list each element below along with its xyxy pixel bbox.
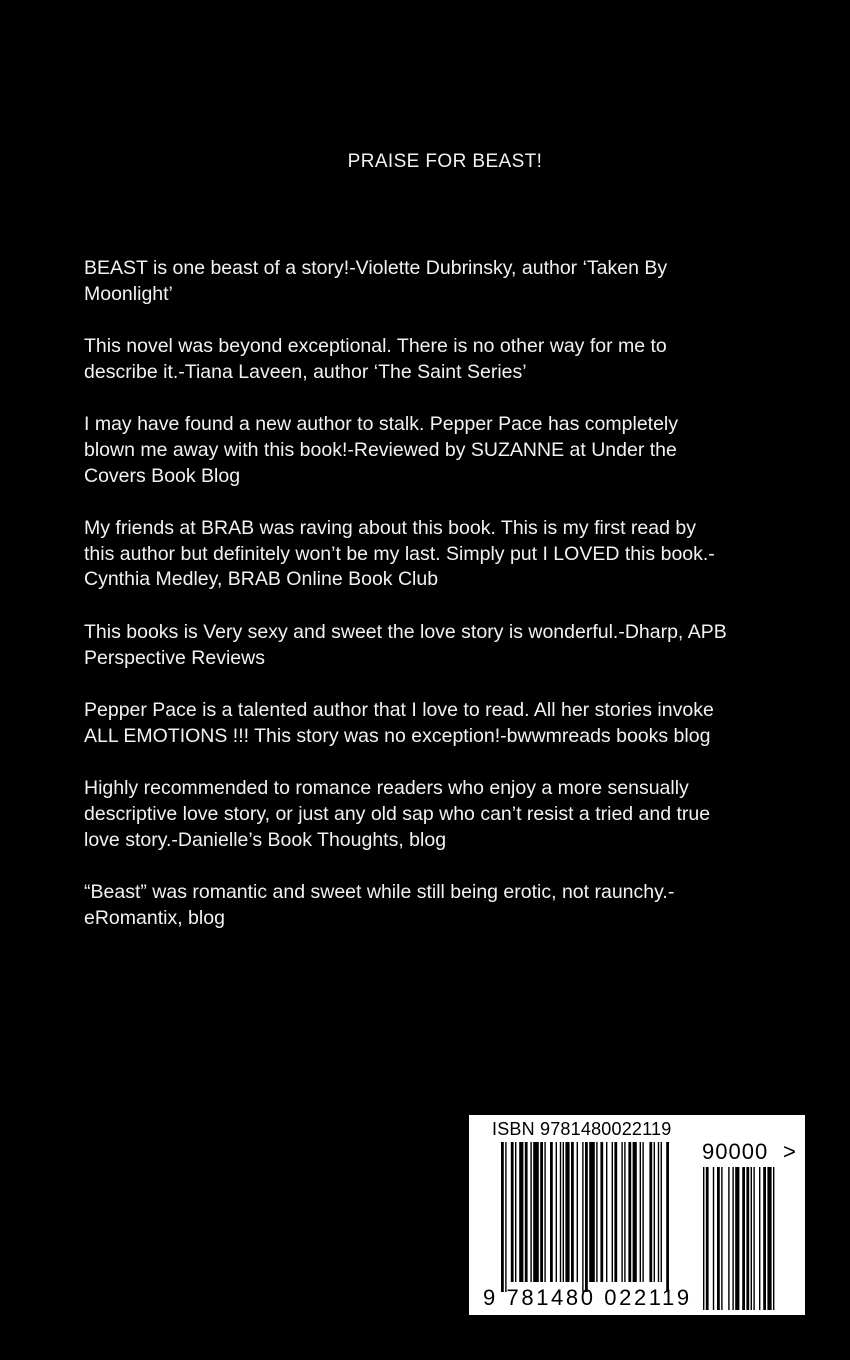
quote-3: I may have found a new author to stalk. Pepper Pace has completely blown me away with this book!-Reviewed by SUZANNE at Under the Covers Book Blog (84, 413, 679, 487)
isbn-label: ISBN 9781480022119 (492, 1119, 672, 1139)
price-arrow: > (783, 1139, 796, 1164)
praise-heading: PRAISE FOR BEAST! (347, 151, 543, 172)
quote-5: This books is Very sexy and sweet the love story is wonderful.-Dharp, APB Perspective Reviews (84, 620, 727, 669)
quote-2: This novel was beyond exceptional. There is no other way for me to describe it.-Tiana Laveen, author ‘The Saint Series’ (84, 335, 667, 383)
quote-8: “Beast” was romantic and sweet while still being erotic, not raunchy.- eRomantix, blog (84, 881, 675, 929)
quote-7: Highly recommended to romance readers who enjoy a more sensually descriptive love story, or just any old sap who can’t resist a tried and true love story.-Danielle’s Book Thoughts, blog (84, 777, 711, 851)
quote-1: BEAST is one beast of a story!-Violette Dubrinsky, author ‘Taken By Moonlight’ (84, 257, 668, 305)
isbn-barcode (469, 1115, 805, 1315)
quote-6: Pepper Pace is a talented author that I love to read. All her stories invoke ALL EMOTIONS !!! This story was no exception!-bwwmreads books blog (84, 699, 714, 747)
quote-4: My friends at BRAB was raving about this book. This is my first read by this author but definitely won’t be my last. Simply put I LOVED this book.- Cynthia Medley, BRAB Online Book Club (84, 517, 715, 591)
praise-quotes (84, 256, 774, 958)
ean-digits: 9 781480 022119 (483, 1285, 692, 1310)
price-code: 90000 (702, 1139, 769, 1164)
